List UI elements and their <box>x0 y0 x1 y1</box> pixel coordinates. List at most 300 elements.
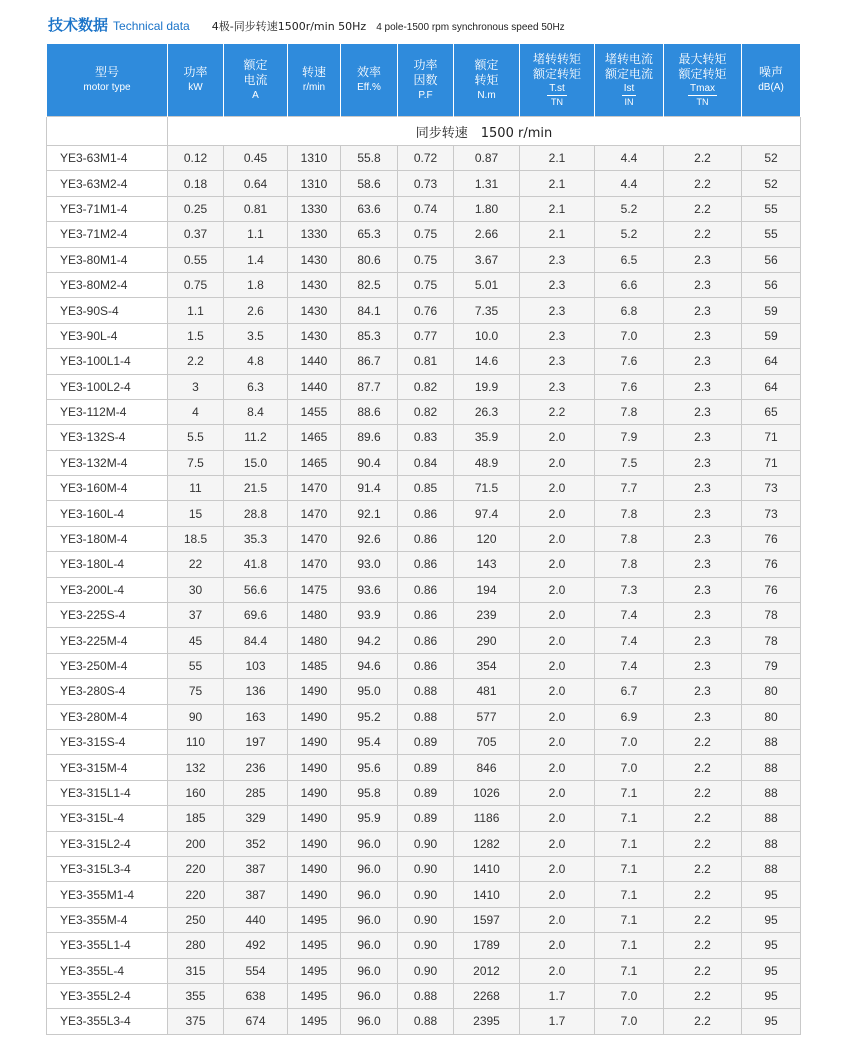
cell-efficiency: 95.9 <box>341 806 398 831</box>
cell-speed: 1490 <box>288 831 341 856</box>
cell-locked-current: 7.0 <box>595 323 664 348</box>
cell-power: 55 <box>168 653 224 678</box>
cell-max-torque: 2.3 <box>664 476 742 501</box>
cell-locked-current: 7.3 <box>595 577 664 602</box>
cell-locked-current: 7.0 <box>595 755 664 780</box>
header-max-torque-ratio-numerator: Tmax <box>690 82 715 94</box>
cell-torque: 290 <box>454 628 520 653</box>
cell-locked-torque: 2.0 <box>520 577 595 602</box>
cell-power-factor: 0.88 <box>398 704 454 729</box>
cell-power: 315 <box>168 958 224 983</box>
cell-model: YE3-180L-4 <box>47 552 168 577</box>
cell-power-factor: 0.74 <box>398 196 454 221</box>
cell-locked-torque: 2.3 <box>520 349 595 374</box>
cell-power: 280 <box>168 933 224 958</box>
cell-torque: 705 <box>454 729 520 754</box>
cell-noise: 59 <box>742 323 801 348</box>
cell-speed: 1330 <box>288 222 341 247</box>
cell-model: YE3-355M-4 <box>47 907 168 932</box>
cell-torque: 14.6 <box>454 349 520 374</box>
cell-torque: 1789 <box>454 933 520 958</box>
cell-power-factor: 0.72 <box>398 146 454 171</box>
cell-power: 1.5 <box>168 323 224 348</box>
table-row <box>47 1009 801 1034</box>
cell-model: YE3-180M-4 <box>47 526 168 551</box>
cell-power: 90 <box>168 704 224 729</box>
cell-locked-current: 7.8 <box>595 552 664 577</box>
cell-locked-torque: 2.0 <box>520 603 595 628</box>
header-max-torque-ratio-denominator: TN <box>696 96 709 107</box>
cell-locked-torque: 2.3 <box>520 374 595 399</box>
cell-model: YE3-200L-4 <box>47 577 168 602</box>
cell-efficiency: 91.4 <box>341 476 398 501</box>
cell-speed: 1310 <box>288 171 341 196</box>
cell-power: 0.75 <box>168 272 224 297</box>
cell-torque: 48.9 <box>454 450 520 475</box>
cell-model: YE3-100L1-4 <box>47 349 168 374</box>
cell-locked-current: 7.5 <box>595 450 664 475</box>
cell-max-torque: 2.2 <box>664 196 742 221</box>
cell-power: 0.18 <box>168 171 224 196</box>
cell-noise: 95 <box>742 958 801 983</box>
cell-max-torque: 2.2 <box>664 1009 742 1034</box>
cell-speed: 1465 <box>288 425 341 450</box>
cell-speed: 1490 <box>288 729 341 754</box>
cell-speed: 1470 <box>288 501 341 526</box>
cell-noise: 76 <box>742 526 801 551</box>
cell-model: YE3-315L1-4 <box>47 780 168 805</box>
cell-locked-current: 7.4 <box>595 628 664 653</box>
header-max-torque-ratio <box>664 44 742 117</box>
cell-power-factor: 0.81 <box>398 349 454 374</box>
table-row <box>47 349 801 374</box>
cell-locked-torque: 2.1 <box>520 171 595 196</box>
cell-max-torque: 2.2 <box>664 146 742 171</box>
cell-model: YE3-280S-4 <box>47 679 168 704</box>
cell-power: 200 <box>168 831 224 856</box>
cell-noise: 64 <box>742 349 801 374</box>
cell-efficiency: 84.1 <box>341 298 398 323</box>
cell-efficiency: 96.0 <box>341 831 398 856</box>
header-rated-current-cn: 额定 电流 <box>243 57 268 87</box>
cell-power: 45 <box>168 628 224 653</box>
cell-locked-current: 4.4 <box>595 171 664 196</box>
header-speed-cn: 转速 <box>301 65 326 79</box>
cell-speed: 1490 <box>288 806 341 831</box>
header-power-factor <box>398 44 454 117</box>
header-motor-type <box>47 44 168 117</box>
table-row <box>47 146 801 171</box>
cell-efficiency: 89.6 <box>341 425 398 450</box>
cell-efficiency: 65.3 <box>341 222 398 247</box>
cell-locked-torque: 2.0 <box>520 653 595 678</box>
cell-noise: 71 <box>742 450 801 475</box>
cell-power-factor: 0.86 <box>398 577 454 602</box>
cell-power: 375 <box>168 1009 224 1034</box>
cell-max-torque: 2.3 <box>664 603 742 628</box>
cell-efficiency: 93.9 <box>341 603 398 628</box>
cell-efficiency: 93.6 <box>341 577 398 602</box>
cell-model: YE3-71M2-4 <box>47 222 168 247</box>
cell-current: 11.2 <box>224 425 288 450</box>
cell-locked-current: 7.0 <box>595 1009 664 1034</box>
cell-power-factor: 0.86 <box>398 628 454 653</box>
cell-locked-current: 7.4 <box>595 653 664 678</box>
cell-power-factor: 0.89 <box>398 755 454 780</box>
cell-power-factor: 0.75 <box>398 222 454 247</box>
cell-noise: 59 <box>742 298 801 323</box>
cell-locked-torque: 1.7 <box>520 983 595 1008</box>
cell-max-torque: 2.3 <box>664 653 742 678</box>
cell-power: 75 <box>168 679 224 704</box>
sync-speed-blank-cell <box>47 117 168 146</box>
table-row <box>47 501 801 526</box>
cell-torque: 2268 <box>454 983 520 1008</box>
cell-speed: 1430 <box>288 272 341 297</box>
cell-power-factor: 0.82 <box>398 374 454 399</box>
cell-power: 11 <box>168 476 224 501</box>
cell-noise: 56 <box>742 247 801 272</box>
cell-locked-torque: 2.0 <box>520 501 595 526</box>
cell-model: YE3-90L-4 <box>47 323 168 348</box>
cell-power-factor: 0.88 <box>398 1009 454 1034</box>
cell-locked-torque: 2.0 <box>520 755 595 780</box>
cell-torque: 19.9 <box>454 374 520 399</box>
cell-max-torque: 2.3 <box>664 349 742 374</box>
table-row <box>47 755 801 780</box>
cell-speed: 1470 <box>288 526 341 551</box>
cell-power-factor: 0.90 <box>398 958 454 983</box>
spec-chinese: 4极-同步转速1500r/min 50Hz <box>211 20 367 33</box>
cell-max-torque: 2.2 <box>664 882 742 907</box>
cell-speed: 1485 <box>288 653 341 678</box>
table-row <box>47 526 801 551</box>
table-row <box>47 907 801 932</box>
cell-current: 1.1 <box>224 222 288 247</box>
cell-locked-current: 7.8 <box>595 399 664 424</box>
sync-speed-label: 同步转速 1500 r/min <box>168 117 801 146</box>
cell-speed: 1330 <box>288 196 341 221</box>
cell-locked-torque: 2.1 <box>520 222 595 247</box>
header-power-en: kW <box>188 82 203 93</box>
header-max-torque-ratio-fraction <box>688 82 717 108</box>
header-power-factor-cn: 功率 因数 <box>413 57 438 87</box>
table-header <box>47 44 801 117</box>
cell-locked-current: 7.1 <box>595 780 664 805</box>
cell-noise: 88 <box>742 755 801 780</box>
cell-speed: 1495 <box>288 958 341 983</box>
cell-locked-torque: 2.0 <box>520 856 595 881</box>
cell-locked-torque: 2.0 <box>520 526 595 551</box>
cell-model: YE3-63M2-4 <box>47 171 168 196</box>
cell-torque: 0.87 <box>454 146 520 171</box>
cell-locked-current: 7.1 <box>595 882 664 907</box>
cell-model: YE3-225M-4 <box>47 628 168 653</box>
cell-locked-torque: 2.0 <box>520 476 595 501</box>
cell-torque: 481 <box>454 679 520 704</box>
cell-model: YE3-63M1-4 <box>47 146 168 171</box>
table-row <box>47 196 801 221</box>
cell-model: YE3-315S-4 <box>47 729 168 754</box>
cell-torque: 1186 <box>454 806 520 831</box>
cell-current: 440 <box>224 907 288 932</box>
cell-noise: 88 <box>742 856 801 881</box>
cell-locked-current: 7.1 <box>595 933 664 958</box>
cell-torque: 577 <box>454 704 520 729</box>
cell-locked-current: 7.8 <box>595 526 664 551</box>
cell-power-factor: 0.76 <box>398 298 454 323</box>
cell-efficiency: 87.7 <box>341 374 398 399</box>
cell-current: 197 <box>224 729 288 754</box>
cell-speed: 1495 <box>288 983 341 1008</box>
cell-locked-torque: 2.0 <box>520 450 595 475</box>
cell-torque: 97.4 <box>454 501 520 526</box>
cell-current: 352 <box>224 831 288 856</box>
cell-locked-current: 7.1 <box>595 806 664 831</box>
cell-max-torque: 2.2 <box>664 729 742 754</box>
cell-current: 674 <box>224 1009 288 1034</box>
table-row <box>47 247 801 272</box>
cell-locked-current: 6.6 <box>595 272 664 297</box>
table-row <box>47 831 801 856</box>
cell-locked-torque: 2.1 <box>520 146 595 171</box>
cell-efficiency: 96.0 <box>341 1009 398 1034</box>
cell-locked-current: 7.9 <box>595 425 664 450</box>
cell-torque: 120 <box>454 526 520 551</box>
table-row <box>47 882 801 907</box>
cell-torque: 5.01 <box>454 272 520 297</box>
cell-power: 30 <box>168 577 224 602</box>
cell-power: 15 <box>168 501 224 526</box>
cell-noise: 55 <box>742 222 801 247</box>
cell-noise: 64 <box>742 374 801 399</box>
cell-current: 0.45 <box>224 146 288 171</box>
cell-efficiency: 55.8 <box>341 146 398 171</box>
cell-current: 285 <box>224 780 288 805</box>
cell-power: 110 <box>168 729 224 754</box>
cell-max-torque: 2.3 <box>664 526 742 551</box>
header-rated-torque <box>454 44 520 117</box>
cell-max-torque: 2.2 <box>664 222 742 247</box>
cell-power-factor: 0.88 <box>398 679 454 704</box>
cell-max-torque: 2.3 <box>664 298 742 323</box>
cell-torque: 35.9 <box>454 425 520 450</box>
cell-power: 0.25 <box>168 196 224 221</box>
cell-efficiency: 86.7 <box>341 349 398 374</box>
cell-locked-torque: 2.0 <box>520 958 595 983</box>
cell-efficiency: 96.0 <box>341 958 398 983</box>
cell-max-torque: 2.3 <box>664 425 742 450</box>
cell-torque: 846 <box>454 755 520 780</box>
cell-torque: 2.66 <box>454 222 520 247</box>
cell-efficiency: 95.0 <box>341 679 398 704</box>
cell-torque: 1282 <box>454 831 520 856</box>
cell-max-torque: 2.3 <box>664 399 742 424</box>
cell-power: 18.5 <box>168 526 224 551</box>
cell-efficiency: 95.2 <box>341 704 398 729</box>
cell-power: 250 <box>168 907 224 932</box>
cell-locked-current: 5.2 <box>595 196 664 221</box>
header-noise-cn: 噪声 <box>758 65 783 79</box>
cell-noise: 76 <box>742 552 801 577</box>
cell-power-factor: 0.89 <box>398 729 454 754</box>
table-row <box>47 399 801 424</box>
cell-locked-current: 6.5 <box>595 247 664 272</box>
cell-efficiency: 58.6 <box>341 171 398 196</box>
cell-power: 132 <box>168 755 224 780</box>
cell-max-torque: 2.2 <box>664 907 742 932</box>
cell-noise: 88 <box>742 729 801 754</box>
cell-max-torque: 2.3 <box>664 450 742 475</box>
cell-noise: 78 <box>742 603 801 628</box>
table-row <box>47 577 801 602</box>
cell-locked-current: 7.4 <box>595 603 664 628</box>
header-locked-torque-ratio-cn: 堵转转矩 额定转矩 <box>532 51 581 81</box>
header-efficiency-cn: 效率 <box>356 65 381 79</box>
cell-efficiency: 96.0 <box>341 907 398 932</box>
header-power-factor-en: P.F <box>418 89 433 101</box>
cell-power-factor: 0.90 <box>398 831 454 856</box>
cell-model: YE3-250M-4 <box>47 653 168 678</box>
cell-torque: 2395 <box>454 1009 520 1034</box>
cell-efficiency: 92.6 <box>341 526 398 551</box>
page-title <box>48 14 565 36</box>
table-row <box>47 704 801 729</box>
cell-noise: 95 <box>742 983 801 1008</box>
table-row <box>47 628 801 653</box>
cell-speed: 1490 <box>288 856 341 881</box>
cell-model: YE3-132M-4 <box>47 450 168 475</box>
cell-locked-current: 5.2 <box>595 222 664 247</box>
cell-power-factor: 0.84 <box>398 450 454 475</box>
cell-locked-torque: 2.0 <box>520 679 595 704</box>
cell-power: 22 <box>168 552 224 577</box>
cell-max-torque: 2.3 <box>664 272 742 297</box>
cell-locked-current: 4.4 <box>595 146 664 171</box>
cell-model: YE3-80M2-4 <box>47 272 168 297</box>
cell-speed: 1475 <box>288 577 341 602</box>
cell-power-factor: 0.90 <box>398 882 454 907</box>
cell-current: 15.0 <box>224 450 288 475</box>
cell-max-torque: 2.3 <box>664 247 742 272</box>
cell-power: 7.5 <box>168 450 224 475</box>
cell-noise: 95 <box>742 933 801 958</box>
cell-locked-torque: 2.0 <box>520 933 595 958</box>
cell-current: 41.8 <box>224 552 288 577</box>
cell-noise: 52 <box>742 171 801 196</box>
cell-locked-torque: 2.0 <box>520 552 595 577</box>
cell-locked-current: 7.6 <box>595 349 664 374</box>
cell-locked-current: 7.8 <box>595 501 664 526</box>
cell-model: YE3-71M1-4 <box>47 196 168 221</box>
table-row <box>47 729 801 754</box>
cell-current: 236 <box>224 755 288 780</box>
cell-current: 387 <box>224 882 288 907</box>
table-row <box>47 603 801 628</box>
cell-noise: 80 <box>742 704 801 729</box>
cell-torque: 1410 <box>454 882 520 907</box>
technical-data-table <box>46 44 801 1035</box>
cell-max-torque: 2.3 <box>664 323 742 348</box>
cell-model: YE3-132S-4 <box>47 425 168 450</box>
cell-current: 1.8 <box>224 272 288 297</box>
cell-current: 638 <box>224 983 288 1008</box>
cell-locked-current: 7.1 <box>595 831 664 856</box>
cell-model: YE3-355M1-4 <box>47 882 168 907</box>
cell-torque: 1.31 <box>454 171 520 196</box>
header-noise <box>742 44 801 117</box>
cell-speed: 1490 <box>288 679 341 704</box>
cell-efficiency: 95.4 <box>341 729 398 754</box>
cell-speed: 1470 <box>288 552 341 577</box>
cell-max-torque: 2.2 <box>664 171 742 196</box>
header-efficiency <box>341 44 398 117</box>
header-locked-current-ratio-numerator: Ist <box>623 82 635 94</box>
header-efficiency-en: Eff.% <box>357 82 381 93</box>
cell-locked-current: 7.7 <box>595 476 664 501</box>
table-row <box>47 323 801 348</box>
cell-efficiency: 96.0 <box>341 933 398 958</box>
cell-current: 0.81 <box>224 196 288 221</box>
cell-noise: 95 <box>742 882 801 907</box>
cell-locked-torque: 2.0 <box>520 628 595 653</box>
cell-max-torque: 2.2 <box>664 806 742 831</box>
cell-power-factor: 0.86 <box>398 653 454 678</box>
cell-power-factor: 0.82 <box>398 399 454 424</box>
cell-speed: 1440 <box>288 349 341 374</box>
cell-model: YE3-315M-4 <box>47 755 168 780</box>
cell-noise: 65 <box>742 399 801 424</box>
cell-current: 3.5 <box>224 323 288 348</box>
table-row <box>47 806 801 831</box>
cell-efficiency: 94.2 <box>341 628 398 653</box>
cell-noise: 56 <box>742 272 801 297</box>
cell-noise: 73 <box>742 501 801 526</box>
cell-current: 554 <box>224 958 288 983</box>
cell-max-torque: 2.3 <box>664 628 742 653</box>
cell-speed: 1480 <box>288 628 341 653</box>
cell-torque: 1597 <box>454 907 520 932</box>
header-motor-type-en: motor type <box>83 82 131 93</box>
cell-speed: 1490 <box>288 882 341 907</box>
cell-locked-torque: 2.3 <box>520 298 595 323</box>
cell-locked-current: 7.0 <box>595 983 664 1008</box>
cell-locked-torque: 2.0 <box>520 780 595 805</box>
cell-max-torque: 2.2 <box>664 983 742 1008</box>
cell-current: 103 <box>224 653 288 678</box>
cell-noise: 76 <box>742 577 801 602</box>
cell-speed: 1495 <box>288 907 341 932</box>
cell-current: 21.5 <box>224 476 288 501</box>
cell-noise: 71 <box>742 425 801 450</box>
cell-speed: 1455 <box>288 399 341 424</box>
cell-torque: 354 <box>454 653 520 678</box>
cell-speed: 1495 <box>288 933 341 958</box>
cell-power-factor: 0.88 <box>398 983 454 1008</box>
header-locked-torque-ratio-numerator: T.st <box>549 82 565 94</box>
cell-current: 84.4 <box>224 628 288 653</box>
cell-locked-current: 7.1 <box>595 856 664 881</box>
cell-locked-current: 6.8 <box>595 298 664 323</box>
cell-power: 5.5 <box>168 425 224 450</box>
cell-speed: 1430 <box>288 323 341 348</box>
header-rated-torque-cn: 额定 转矩 <box>474 57 499 87</box>
table-row <box>47 374 801 399</box>
cell-torque: 2012 <box>454 958 520 983</box>
header-power <box>168 44 224 117</box>
title-english: Technical data <box>113 19 190 33</box>
sync-speed-row <box>47 117 801 146</box>
